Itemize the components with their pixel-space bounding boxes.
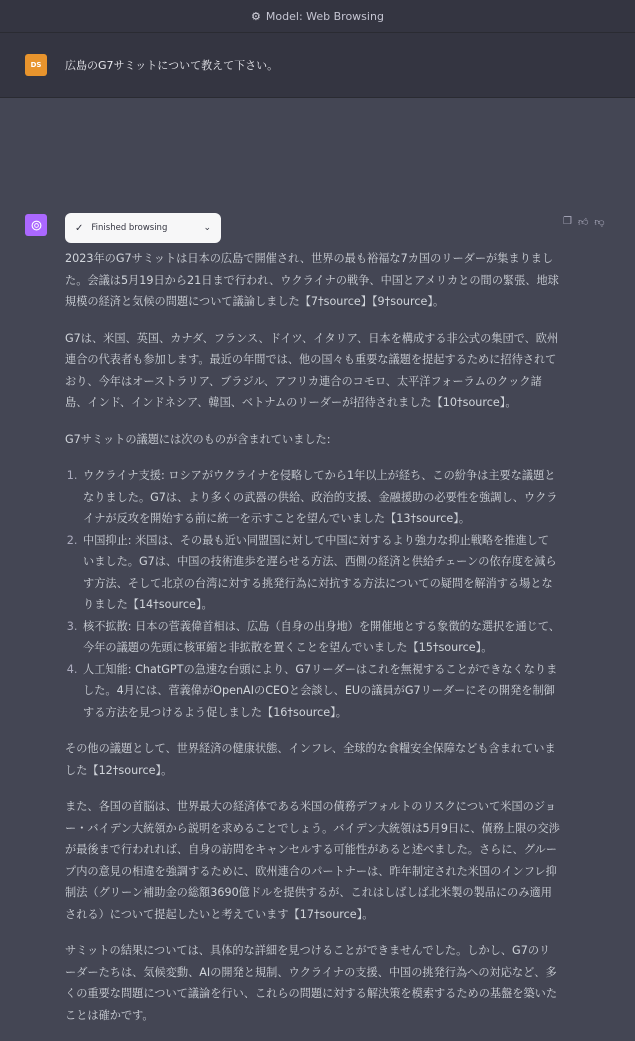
paragraph-intro: 2023年のG7サミットは日本の広島で開催され、世界の最も裕福な7カ国のリーダーが集まりました。会議は5月19日から21日まで行われ、ウクライナの戦争、中国とアメリカとの間の緊張、地球規模の経済と気候の問題について議論しました【7†source】【9†source】。	[65, 252, 559, 308]
browsing-label: Finished browsing	[91, 223, 168, 233]
clipboard-icon[interactable]: ❐	[563, 216, 572, 227]
list-item: 4. 人工知能: ChatGPTの急速な台頭により、G7リーダーはこれを無視することができなくなりました。4月には、菅義偉がOpenAIのCEOと会談し、EUの議員がG7リーダーにその開発を制御する方法を見つけるよう促しました【16†source】。	[81, 659, 560, 724]
user-message: 広島のG7サミットについて教えて下さい。	[65, 59, 279, 72]
browsing-status-button[interactable]	[65, 213, 221, 243]
message-actions	[563, 216, 605, 228]
user-message-row	[0, 33, 635, 98]
paragraph-debt: また、各国の首脳は、世界最大の経済体である米国の債務デフォルトのリスクについて米国のジョー・バイデン大統領から説明を求めることでしょう。バイデン大統領は5月9日に、債務上限の交渉が最後まで行われれば、自身の訪問をキャンセルする可能性があると述べました。さらに、グループ内の意見の相違を強調するために、欧州連合のパートナーは、昨年制定された米国のインフレ抑制法（グリーン補助金の総額3690億ドルを提供するが、これはしばしば北米製の製品にのみ適用される）について提起したいと考えています【17†source】。	[65, 800, 560, 921]
paragraph-agenda-heading: G7サミットの議題には次のものが含まれていました:	[65, 432, 331, 446]
paragraph-members: G7は、米国、英国、カナダ、フランス、ドイツ、イタリア、日本を構成する非公式の集団で、欧州連合の代表者も参加します。最近の年間では、他の国々も重要な議題を提起するために招待されており、今年はオーストラリア、ブラジル、アフリカ連合のコモロ、太平洋フォーラムのクック諸島、インド、インドネシア、韓国、ベトナムのリーダーが招待されました【10†source】。	[65, 331, 559, 409]
assistant-message	[65, 248, 560, 1041]
list-item: 3. 核不拡散: 日本の菅義偉首相は、広島（自身の出身地）を開催地とする象徴的な選択を通じて、今年の議題の先頭に核軍縮と非拡散を置くことを望んでいました【15†source】。	[81, 616, 560, 659]
assistant-avatar	[25, 214, 47, 236]
list-item: 2. 中国抑止: 米国は、その最も近い同盟国に対して中国に対するより強力な抑止戦略を推進していました。G7は、中国の技術進歩を遅らせる方法、西側の経済と供給チェーンの依存度を減らす方法、そして北京の台湾に対する挑発行為に対抗する方法についての疑問を解消する場となりました【14†source】。	[81, 530, 560, 616]
openai-logo-icon	[29, 218, 44, 233]
list-item: 1. ウクライナ支援: ロシアがウクライナを侵略してから1年以上が経ち、この紛争は主要な議題となりました。G7は、より多くの武器の供給、政治的支援、金融援助の必要性を強調し、ウクライナが反攻を開始する前に統一を示すことを望んでいました【13†source】。	[81, 465, 560, 530]
user-avatar	[25, 54, 47, 76]
agenda-list	[65, 465, 560, 723]
paragraph-other-topics: その他の議題として、世界経済の健康状態、インフレ、全球的な食糧安全保障なども含まれていました【12†source】。	[65, 742, 556, 777]
model-header	[0, 0, 635, 33]
bolt-icon: ⚙	[251, 9, 261, 23]
thumbs-up-icon[interactable]: 👍︎	[577, 217, 589, 228]
check-circle-icon: ✓	[75, 222, 84, 234]
chevron-down-icon: ⌄	[203, 223, 211, 233]
user-initials: DS	[30, 61, 42, 69]
thumbs-down-icon[interactable]: 👎︎	[594, 217, 605, 228]
model-title: Model: Web Browsing	[265, 9, 384, 23]
paragraph-conclusion: サミットの結果については、具体的な詳細を見つけることができませんでした。しかし、G7のリーダーたちは、気候変動、AIの開発と規制、ウクライナの支援、中国の挑発行為への対応など、多くの重要な問題について議論を行い、これらの問題に対する解決策を模索するための基盤を築いたことは確かです。	[65, 944, 558, 1022]
